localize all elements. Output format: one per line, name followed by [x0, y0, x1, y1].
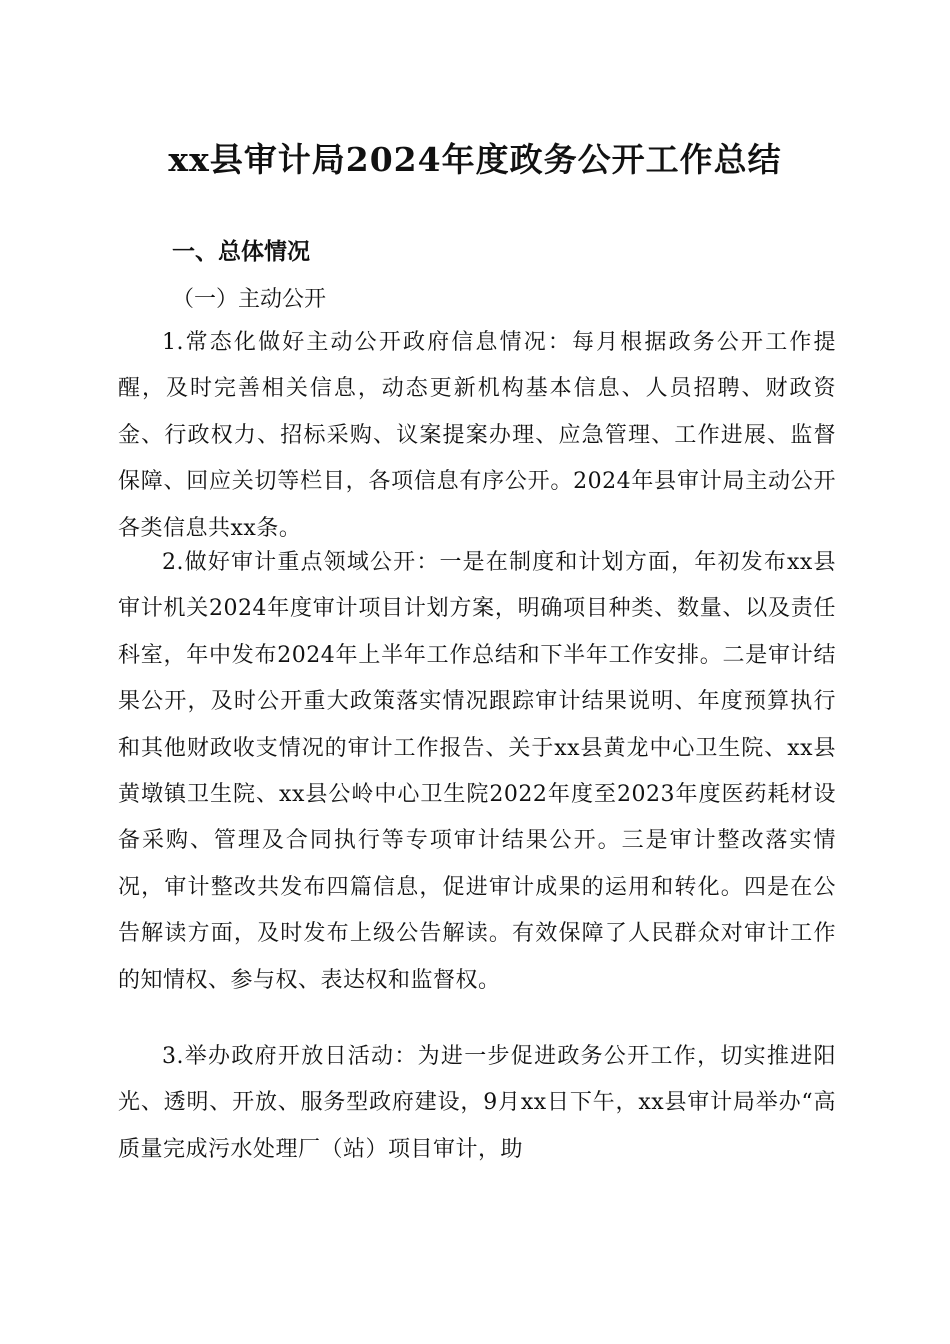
paragraph-1: 1.常态化做好主动公开政府信息情况：每月根据政务公开工作提醒，及时完善相关信息，动态更新机构基本信息、人员招聘、财政资金、行政权力、招标采购、议案提案办理、应急管理、工作进展、监督保障、回应关切等栏目，各项信息有序公开。2024年县审计局主动公开各类信息共xx条。: [118, 330, 836, 541]
document-title: xx县审计局2024年度政务公开工作总结: [168, 140, 782, 179]
paragraph-2: 2.做好审计重点领域公开：一是在制度和计划方面，年初发布xx县审计机关2024年度审计项目计划方案，明确项目种类、数量、以及责任科室，年中发布2024年上半年工作总结和下半年工作安排。二是审计结果公开，及时公开重大政策落实情况跟踪审计结果说明、年度预算执行和其他财政收支情况的审计工作报告、关于xx县黄龙中心卫生院、xx县黄墩镇卫生院、xx县公岭中心卫生院2022年度至2023年度医药耗材设备采购、管理及合同执行等专项审计结果公开。三是审计整改落实情况，审计整改共发布四篇信息，促进审计成果的运用和转化。四是在公告解读方面，及时发布上级公告解读。有效保障了人民群众对审计工作的知情权、参与权、表达权和监督权。: [118, 550, 836, 993]
paragraph-3: 3.举办政府开放日活动：为进一步促进政务公开工作，切实推进阳光、透明、开放、服务型政府建设，9月xx日下午，xx县审计局举办“高质量完成污水处理厂（站）项目审计，助: [118, 1044, 836, 1162]
subsection-heading: （一）主动公开: [172, 287, 327, 312]
section-heading: 一、总体情况: [172, 239, 310, 265]
